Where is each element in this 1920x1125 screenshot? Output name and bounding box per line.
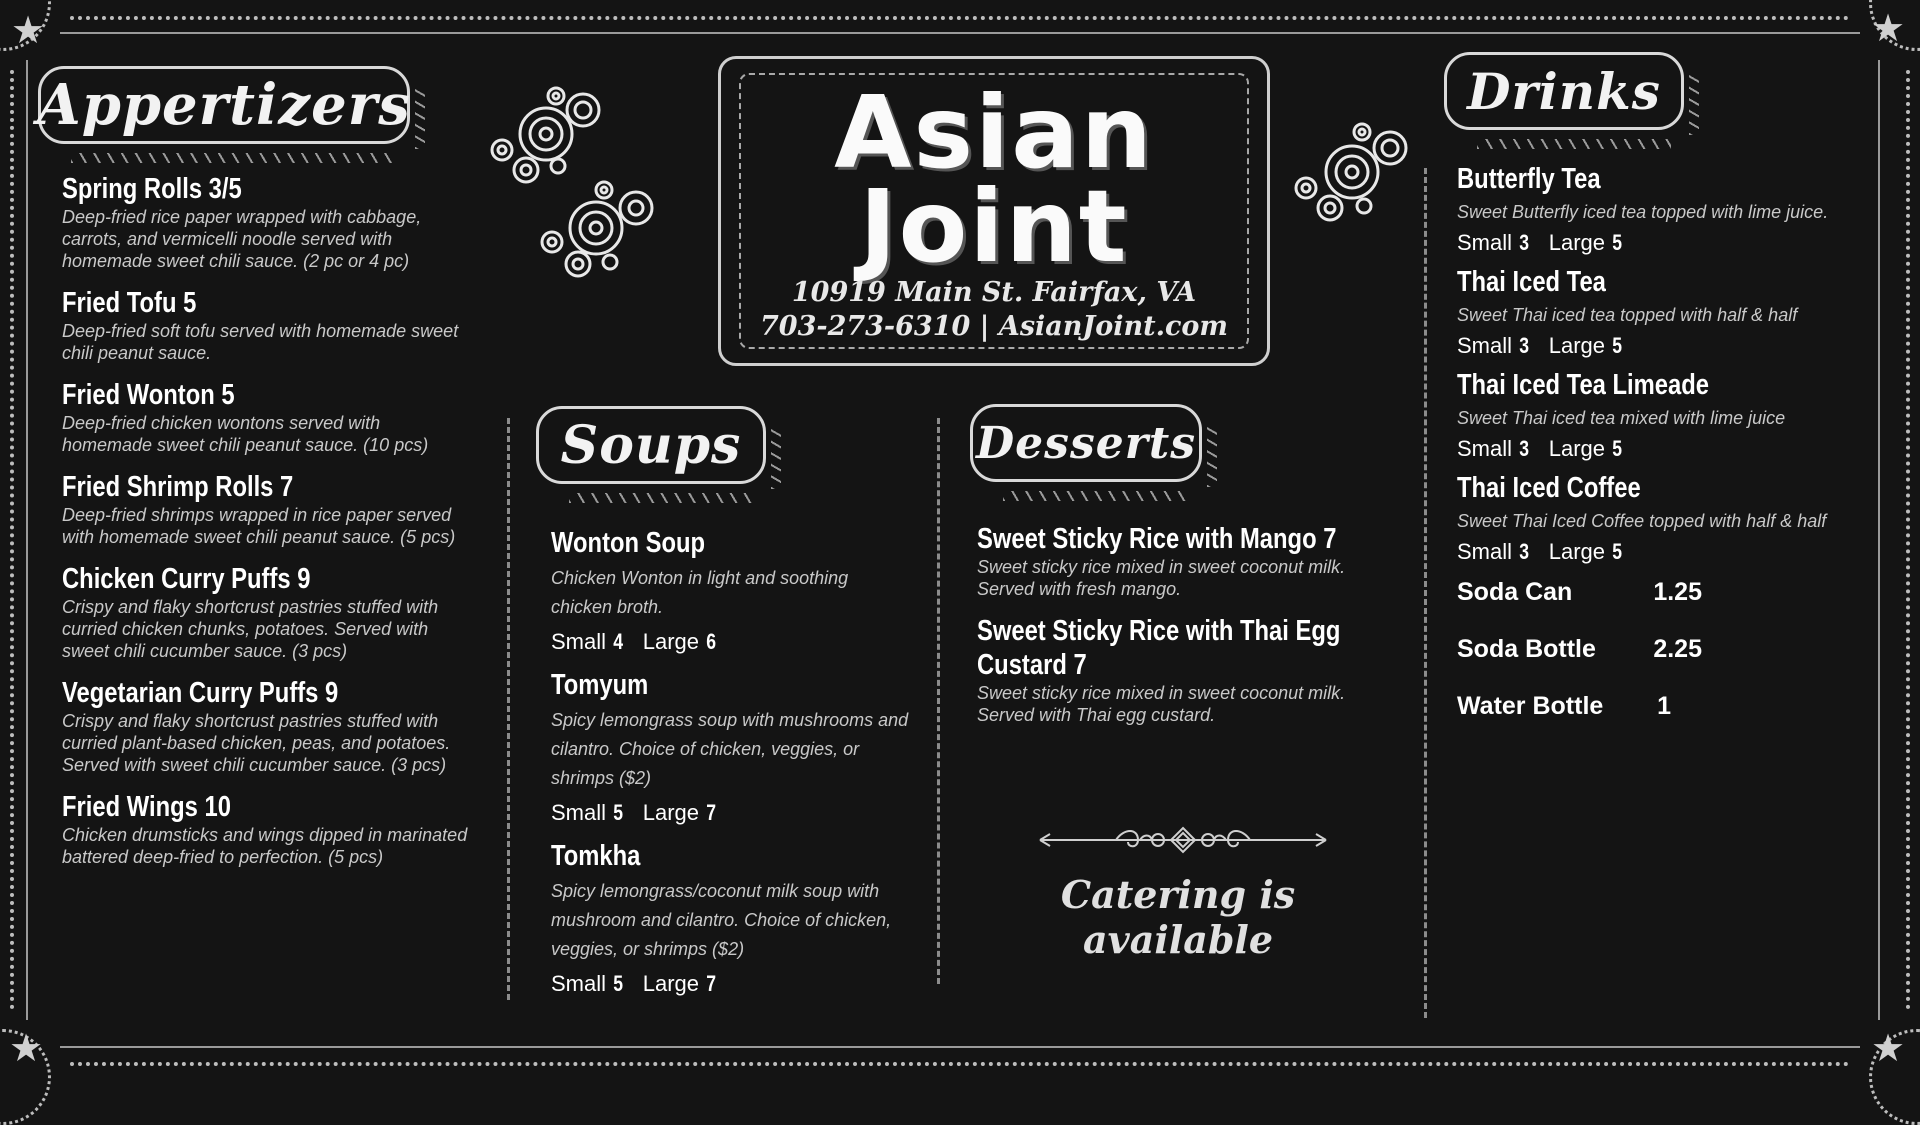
- desserts-banner: [970, 404, 1202, 482]
- list-item: [1457, 578, 1702, 607]
- swirl-circles-icon: [538, 176, 658, 286]
- desserts-list: [977, 522, 1377, 726]
- soups-banner: [536, 406, 766, 484]
- item-desc: Deep-fried chicken wontons served with homemade sweet chili peanut sauce. (10 pcs): [62, 413, 429, 455]
- drinks-list: [1457, 162, 1837, 721]
- size-price: 4: [613, 629, 624, 654]
- item-name: Spring Rolls 3/5: [62, 173, 242, 205]
- size-price: 3: [1519, 436, 1530, 461]
- size-price: 3: [1519, 333, 1530, 358]
- size-label: Small: [1457, 436, 1513, 461]
- swirl-circles-icon: [1292, 118, 1412, 228]
- restaurant-title-box: [718, 56, 1270, 366]
- size-label: Large: [1548, 436, 1606, 461]
- restaurant-contact: 703-273-6310 | AsianJoint.com: [760, 311, 1228, 342]
- size-price: 5: [1612, 436, 1623, 461]
- size-label: Small: [1457, 539, 1513, 564]
- drink-price: 2.25: [1653, 635, 1702, 663]
- list-item: [62, 790, 470, 868]
- item-name: Sweet Sticky Rice with Thai Egg: [977, 615, 1341, 647]
- banner-hatch: [569, 493, 753, 503]
- banner-hatch: [1207, 427, 1217, 487]
- ornament-divider-icon: [1036, 822, 1330, 858]
- banner-hatch: [1689, 75, 1699, 135]
- item-name: Thai Iced Coffee: [1457, 472, 1641, 504]
- frame-solid-left: [26, 60, 28, 1020]
- list-item: [977, 522, 1377, 600]
- list-item: [977, 614, 1377, 726]
- soups-title: Soups: [560, 414, 742, 476]
- frame-dotted-top: [70, 16, 1850, 20]
- list-item: [1457, 265, 1837, 360]
- size-label: Large: [642, 971, 700, 996]
- size-label: Large: [1548, 230, 1606, 255]
- size-price: 5: [613, 971, 624, 996]
- item-desc: Spicy lemongrass soup with mushrooms and cilantro. Choice of chicken, veggies, or shrimps ($2): [551, 710, 909, 788]
- list-item: [1457, 692, 1671, 721]
- catering-note: Catering is available: [1060, 872, 1296, 962]
- item-desc: Deep-fried rice paper wrapped with cabbage, carrots, and vermicelli noodle served with homemade sweet chili sauce. (2 pc or 4 pc): [62, 207, 422, 271]
- banner-hatch: [415, 89, 425, 149]
- column-separator: [1424, 168, 1427, 1018]
- item-name: Fried Shrimp Rolls 7: [62, 471, 294, 503]
- item-name: Vegetarian Curry Puffs 9: [62, 677, 339, 709]
- size-label: Small: [551, 629, 607, 654]
- appetizers-banner: [38, 66, 410, 144]
- drinks-title: Drinks: [1467, 61, 1661, 121]
- list-item: [1457, 635, 1702, 664]
- size-label: Small: [551, 800, 607, 825]
- soups-list: [551, 526, 911, 998]
- item-desc: Sweet Thai iced tea mixed with lime juice: [1457, 408, 1786, 428]
- frame-solid-bottom: [60, 1046, 1860, 1048]
- appetizers-list: [62, 172, 470, 882]
- size-label: Large: [642, 800, 700, 825]
- banner-hatch: [771, 429, 781, 489]
- item-name: Tomkha: [551, 840, 641, 872]
- item-desc: Crispy and flaky shortcrust pastries stuffed with curried chicken chunks, potatoes. Served with sweet chili cucumber sauce. (3 pcs): [62, 597, 439, 661]
- size-price: 5: [613, 800, 624, 825]
- star-icon: ★: [1870, 1026, 1906, 1070]
- item-name: Thai Iced Tea: [1457, 266, 1606, 298]
- size-label: Large: [642, 629, 700, 654]
- column-separator: [937, 418, 940, 984]
- item-desc: Crispy and flaky shortcrust pastries stuffed with curried plant-based chicken, peas, and potatoes. Served with sweet chili cucumber sauce. (3 pcs): [62, 711, 451, 775]
- frame-solid-top: [60, 32, 1860, 34]
- item-desc: Sweet Butterfly iced tea topped with lime juice.: [1457, 202, 1829, 222]
- restaurant-name-line2: Joint: [859, 168, 1129, 285]
- size-price: 3: [1519, 539, 1530, 564]
- list-item: [62, 676, 470, 776]
- drink-name: Water Bottle: [1457, 692, 1604, 720]
- item-sizes: [1457, 229, 1837, 257]
- banner-hatch: [1003, 491, 1189, 501]
- drinks-banner: [1444, 52, 1684, 130]
- item-sizes: [1457, 538, 1837, 566]
- item-desc: Spicy lemongrass/coconut milk soup with mushroom and cilantro. Choice of chicken, veggies, or shrimps ($2): [551, 881, 892, 959]
- drink-price: 1.25: [1653, 578, 1702, 606]
- size-price: 6: [706, 629, 717, 654]
- size-label: Small: [551, 971, 607, 996]
- item-desc: Sweet sticky rice mixed in sweet coconut milk. Served with Thai egg custard.: [977, 683, 1346, 725]
- star-icon: ★: [8, 1026, 44, 1070]
- item-desc: Deep-fried shrimps wrapped in rice paper served with homemade sweet chili peanut sauce. (5 pcs): [62, 505, 456, 547]
- item-name: Custard 7: [977, 649, 1087, 681]
- list-item: [62, 378, 470, 456]
- item-sizes: [551, 799, 911, 827]
- size-price: 3: [1519, 230, 1530, 255]
- restaurant-address: 10919 Main St. Fairfax, VA: [791, 277, 1197, 308]
- item-desc: Chicken Wonton in light and soothing chicken broth.: [551, 568, 849, 617]
- item-desc: Sweet Thai Iced Coffee topped with half & half: [1457, 511, 1827, 531]
- list-item: [1457, 471, 1837, 566]
- list-item: [62, 562, 470, 662]
- size-label: Small: [1457, 333, 1513, 358]
- item-desc: Sweet sticky rice mixed in sweet coconut milk. Served with fresh mango.: [977, 557, 1346, 599]
- item-sizes: [551, 970, 911, 998]
- size-label: Small: [1457, 230, 1513, 255]
- drink-price: 1: [1657, 692, 1671, 720]
- size-price: 5: [1612, 230, 1623, 255]
- size-label: Large: [1548, 539, 1606, 564]
- banner-hatch: [1477, 139, 1671, 149]
- item-name: Sweet Sticky Rice with Mango 7: [977, 523, 1337, 555]
- frame-dotted-left: [10, 70, 14, 1010]
- size-price: 7: [706, 800, 717, 825]
- item-sizes: [551, 628, 911, 656]
- frame-dotted-right: [1906, 70, 1910, 1010]
- item-name: Tomyum: [551, 669, 649, 701]
- column-separator: [507, 418, 510, 1000]
- drink-name: Soda Can: [1457, 578, 1573, 606]
- banner-hatch: [71, 153, 397, 163]
- star-icon: ★: [1870, 6, 1906, 50]
- drink-name: Soda Bottle: [1457, 635, 1596, 663]
- list-item: [62, 470, 470, 548]
- item-name: Fried Wings 10: [62, 791, 231, 823]
- item-sizes: [1457, 435, 1837, 463]
- list-item: [551, 839, 911, 998]
- list-item: [1457, 368, 1837, 463]
- frame-solid-right: [1878, 60, 1880, 1020]
- item-name: Butterfly Tea: [1457, 163, 1601, 195]
- item-desc: Sweet Thai iced tea topped with half & half: [1457, 305, 1798, 325]
- size-label: Large: [1548, 333, 1606, 358]
- restaurant-name-line1: Asian: [834, 74, 1154, 191]
- item-desc: Deep-fried soft tofu served with homemade sweet chili peanut sauce.: [62, 321, 459, 363]
- list-item: [551, 526, 911, 656]
- item-name: Thai Iced Tea Limeade: [1457, 369, 1709, 401]
- item-name: Wonton Soup: [551, 527, 706, 559]
- item-name: Fried Wonton 5: [62, 379, 235, 411]
- star-icon: ★: [10, 8, 46, 52]
- desserts-title: Desserts: [976, 417, 1196, 469]
- list-item: [62, 286, 470, 364]
- size-price: 5: [1612, 333, 1623, 358]
- list-item: [551, 668, 911, 827]
- size-price: 7: [706, 971, 717, 996]
- item-name: Fried Tofu 5: [62, 287, 197, 319]
- list-item: [1457, 162, 1837, 257]
- frame-dotted-bottom: [70, 1062, 1850, 1066]
- item-name: Chicken Curry Puffs 9: [62, 563, 311, 595]
- list-item: [62, 172, 470, 272]
- item-desc: Chicken drumsticks and wings dipped in marinated battered deep-fried to perfection. (5 pcs): [62, 825, 468, 867]
- size-price: 5: [1612, 539, 1623, 564]
- appetizers-title: Appertizers: [37, 72, 411, 138]
- item-sizes: [1457, 332, 1837, 360]
